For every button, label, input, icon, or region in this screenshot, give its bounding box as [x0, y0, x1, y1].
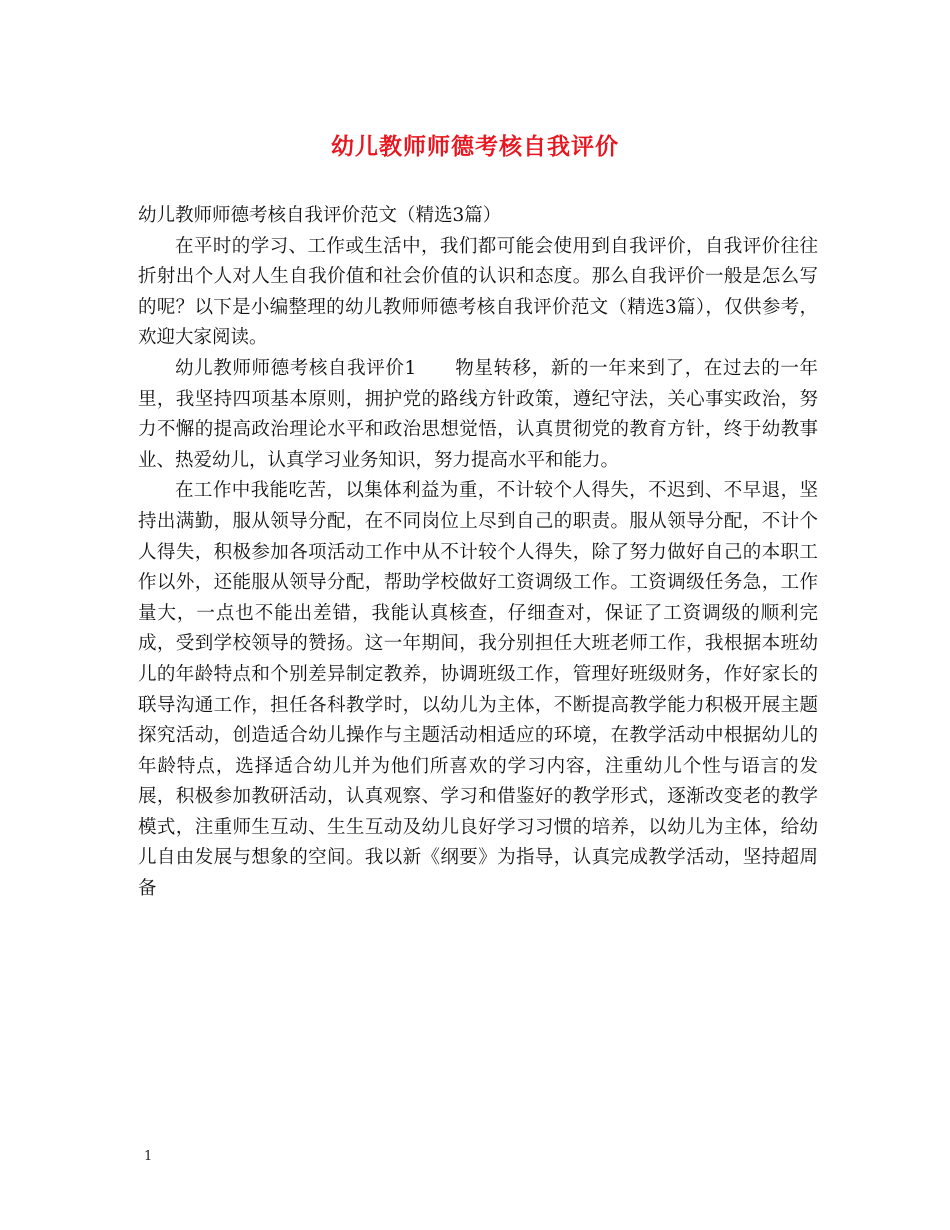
page-number: 1 — [144, 1149, 153, 1164]
paragraph-1: 幼儿教师师德考核自我评价1 物星转移，新的一年来到了，在过去的一年里，我坚持四项基本原则，拥护党的路线方针政策，遵纪守法，关心事实政治，努力不懈的提高政治理论水平和政治思想觉悟，认真贯彻党的教育方针，终于幼教事业、热爱幼儿，认真学习业务知识，努力提高水平和能力。 — [138, 357, 818, 471]
document-body — [138, 201, 818, 905]
document-title: 幼儿教师师德考核自我评价 — [331, 133, 619, 160]
paragraph-2: 在工作中我能吃苦，以集体利益为重，不计较个人得失，不迟到、不早退，坚持出满勤，服从领导分配，在不同岗位上尽到自己的职责。服从领导分配，不计个人得失，积极参加各项活动工作中从不计较个人得失，除了努力做好自己的本职工作以外，还能服从领导分配，帮助学校做好工资调级工作。工资调级任务急，工作量大，一点也不能出差错，我能认真核查，仔细查对，保证了工资调级的顺利完成，受到学校领导的赞扬。这一年期间，我分别担任大班老师工作，我根据本班幼儿的年龄特点和个别差异制定教养，协调班级工作，管理好班级财务，作好家长的联导沟通工作，担任各科教学时，以幼儿为主体，不断提高教学能力积极开展主题探究活动，创造适合幼儿操作与主题活动相适应的环境，在教学活动中根据幼儿的年龄特点，选择适合幼儿并为他们所喜欢的学习内容，注重幼儿个性与语言的发展，积极参加教研活动，认真观察、学习和借鉴好的教学形式，逐渐改变老的教学模式，注重师生互动、生生互动及幼儿良好学习习惯的培养，以幼儿为主体，给幼儿自由发展与想象的空间。我以新《纲要》为指导，认真完成教学活动，坚持超周备 — [138, 480, 818, 900]
paragraph-intro: 在平时的学习、工作或生活中，我们都可能会使用到自我评价，自我评价往往折射出个人对人生自我价值和社会价值的认识和态度。那么自我评价一般是怎么写的呢？以下是小编整理的幼儿教师师德考核自我评价范文（精选3篇），仅供参考，欢迎大家阅读。 — [138, 235, 818, 349]
document-subtitle: 幼儿教师师德考核自我评价范文（精选3篇） — [138, 205, 502, 226]
